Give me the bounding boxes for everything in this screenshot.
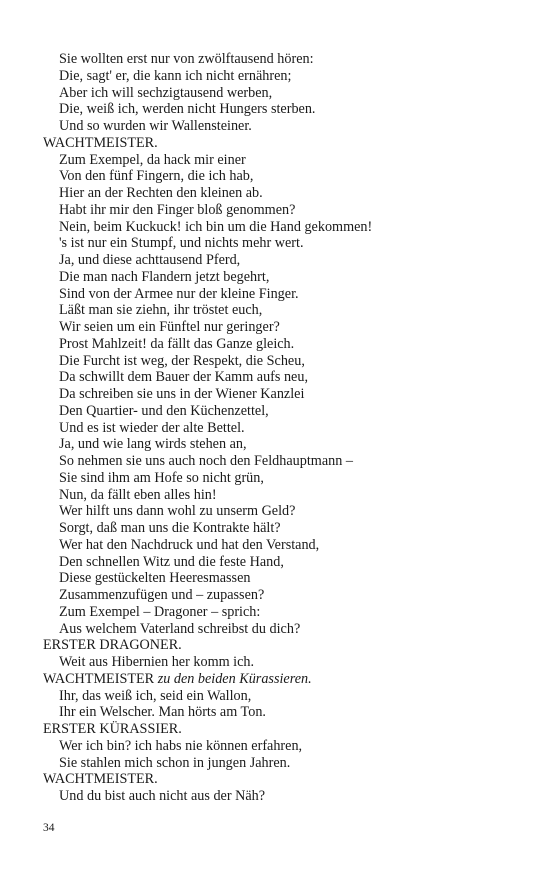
speaker-line: [43, 771, 513, 788]
verse-line: [43, 202, 513, 219]
verse-line: [43, 386, 513, 403]
verse-text: Aus welchem Vaterland schreibst du dich?: [59, 620, 301, 637]
verse-text: Zum Exempel – Dragoner – sprich:: [59, 603, 261, 620]
verse-line: [43, 420, 513, 437]
verse-line: [43, 152, 513, 169]
verse-text: Wir seien um ein Fünftel nur geringer?: [59, 319, 280, 335]
verse-text: Prost Mahlzeit! da fällt das Ganze gleich.: [59, 335, 295, 352]
verse-text: Da schreiben sie uns in der Wiener Kanzlei: [59, 386, 305, 402]
verse-line: [43, 453, 513, 470]
verse-text: Da schwillt dem Bauer der Kamm aufs neu,: [59, 369, 308, 386]
verse-text: Habt ihr mir den Finger bloß genommen?: [59, 201, 296, 218]
verse-text: Und es ist wieder der alte Bettel.: [59, 419, 245, 436]
verse-text: Weit aus Hibernien her komm ich.: [59, 654, 255, 670]
verse-text: Hier an der Rechten den kleinen ab.: [59, 185, 263, 201]
verse-text: 's ist nur ein Stumpf, und nichts mehr wert.: [59, 235, 304, 252]
verse-text: Ja, und diese achttausend Pferd,: [59, 252, 241, 268]
verse-line: [43, 369, 513, 386]
verse-line: [43, 621, 513, 638]
verse-text: Ihr, das weiß ich, seid ein Wallon,: [59, 687, 252, 704]
verse-text: Wer ich bin? ich habs nie können erfahren,: [59, 737, 303, 754]
verse-line: [43, 470, 513, 487]
verse-text: Von den fünf Fingern, die ich hab,: [59, 168, 254, 185]
verse-line: [43, 537, 513, 554]
verse-text: Aber ich will sechzigtausend werben,: [59, 84, 273, 101]
verse-line: [43, 252, 513, 269]
verse-line: [43, 101, 513, 118]
page-body: [43, 51, 513, 805]
verse-line: [43, 738, 513, 755]
verse-text: Den Quartier- und den Küchenzettel,: [59, 402, 269, 419]
verse-text: Zum Exempel, da hack mir einer: [59, 151, 246, 168]
verse-line: [43, 85, 513, 102]
verse-line: [43, 688, 513, 705]
verse-line: [43, 503, 513, 520]
verse-line: [43, 118, 513, 135]
verse-text: Ihr ein Welscher. Man hörts am Ton.: [59, 704, 266, 721]
verse-line: [43, 353, 513, 370]
verse-text: Den schnellen Witz und die feste Hand,: [59, 553, 284, 570]
verse-line: [43, 788, 513, 805]
verse-line: [43, 319, 513, 336]
verse-text: Sie stahlen mich schon in jungen Jahren.: [59, 754, 291, 771]
verse-line: [43, 286, 513, 303]
speaker-name: ERSTER DRAGONER.: [43, 637, 182, 654]
verse-line: [43, 269, 513, 286]
verse-line: [43, 219, 513, 236]
page-number: 34: [43, 822, 55, 834]
verse-text: Diese gestückelten Heeresmassen: [59, 570, 251, 587]
verse-text: Läßt man sie ziehn, ihr tröstet euch,: [59, 302, 263, 319]
verse-text: Nein, beim Kuckuck! ich bin um die Hand gekommen!: [59, 218, 373, 235]
verse-line: [43, 403, 513, 420]
verse-line: [43, 336, 513, 353]
verse-line: [43, 168, 513, 185]
verse-line: [43, 554, 513, 571]
verse-line: [43, 654, 513, 671]
verse-text: Und du bist auch nicht aus der Näh?: [59, 788, 266, 804]
verse-text: Sie wollten erst nur von zwölftausend hören:: [59, 51, 314, 67]
verse-text: Wer hat den Nachdruck und hat den Verstand,: [59, 536, 320, 553]
verse-line: [43, 436, 513, 453]
verse-line: [43, 68, 513, 85]
verse-text: Die, weiß ich, werden nicht Hungers sterben.: [59, 101, 316, 118]
speaker-name: WACHTMEISTER: [43, 670, 155, 687]
verse-text: Ja, und wie lang wirds stehen an,: [59, 436, 247, 453]
verse-text: Die Furcht ist weg, der Respekt, die Scheu,: [59, 352, 305, 369]
verse-text: Und so wurden wir Wallensteiner.: [59, 118, 252, 134]
stage-direction: zu den beiden Kürassieren.: [157, 670, 312, 687]
verse-text: Die man nach Flandern jetzt begehrt,: [59, 268, 270, 285]
verse-line: [43, 302, 513, 319]
verse-line: [43, 704, 513, 721]
verse-line: [43, 185, 513, 202]
verse-line: [43, 235, 513, 252]
verse-line: [43, 51, 513, 68]
verse-text: Zusammenzufügen und – zupassen?: [59, 587, 265, 603]
verse-line: [43, 587, 513, 604]
verse-text: So nehmen sie uns auch noch den Feldhauptmann –: [59, 453, 353, 469]
speaker-name: WACHTMEISTER.: [43, 134, 158, 151]
speaker-line: [43, 637, 513, 654]
speaker-line: [43, 135, 513, 152]
verse-line: [43, 755, 513, 772]
verse-line: [43, 604, 513, 621]
verse-text: Wer hilft uns dann wohl zu unserm Geld?: [59, 503, 296, 520]
speaker-line: [43, 671, 513, 688]
verse-text: Sie sind ihm am Hofe so nicht grün,: [59, 469, 264, 486]
verse-line: [43, 520, 513, 537]
verse-text: Die, sagt' er, die kann ich nicht ernähren;: [59, 67, 292, 84]
verse-text: Nun, da fällt eben alles hin!: [59, 486, 217, 503]
speaker-name: ERSTER KÜRASSIER.: [43, 721, 182, 737]
verse-line: [43, 487, 513, 504]
speaker-name: WACHTMEISTER.: [43, 771, 158, 788]
verse-text: Sind von der Armee nur der kleine Finger.: [59, 285, 299, 302]
verse-line: [43, 570, 513, 587]
verse-text: Sorgt, daß man uns die Kontrakte hält?: [59, 520, 281, 536]
speaker-line: [43, 721, 513, 738]
